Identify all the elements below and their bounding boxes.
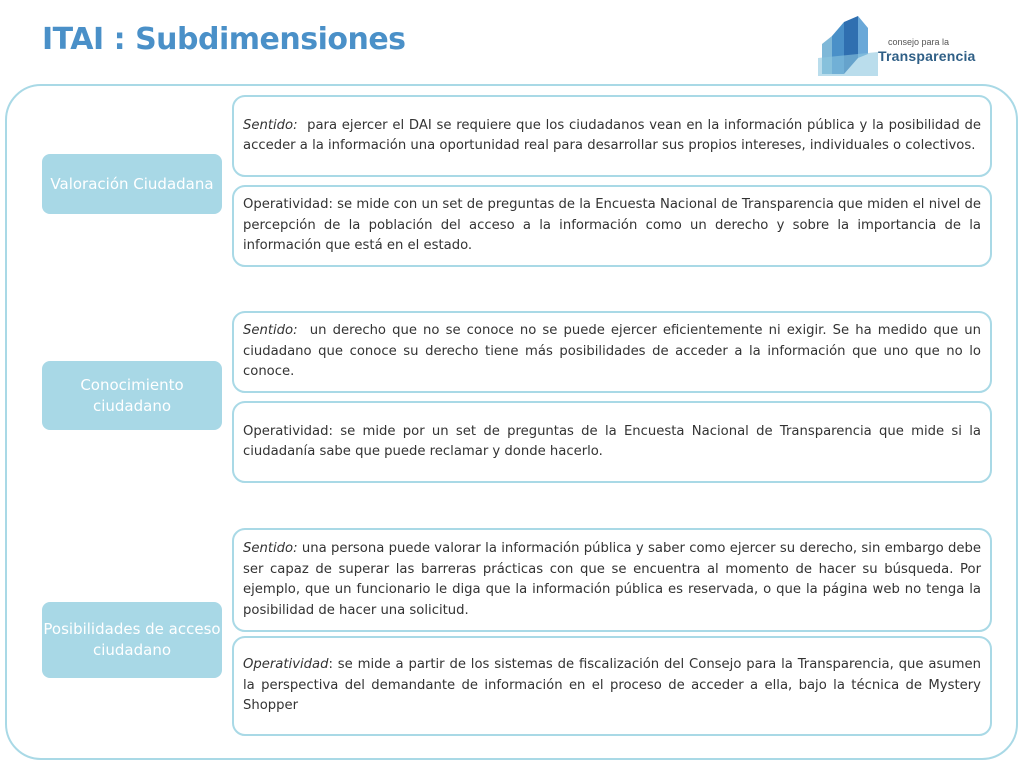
- sentido-key: Sentido:: [243, 541, 298, 556]
- operatividad-text: Operatividad: se mide con un set de preguntas de la Encuesta Nacional de Transparencia que miden el nivel de percepción de la población del acceso a la información como un derecho y sobre la importancia de la información que está en el estado.: [243, 197, 981, 254]
- operatividad-box-3: [232, 636, 992, 736]
- operatividad-box-1: [232, 185, 992, 267]
- sentido-box-3: [232, 528, 992, 632]
- logo: [818, 14, 994, 76]
- operatividad-text: Operatividad: se mide por un set de preguntas de la Encuesta Nacional de Transparencia que mide si la ciudadanía sabe que puede reclamar y donde hacerlo.: [243, 423, 981, 459]
- label-conocimiento-ciudadano: Conocimiento ciudadano: [42, 361, 222, 430]
- label-posibilidades-acceso: Posibilidades de acceso ciudadano: [42, 602, 222, 678]
- sentido-text: un derecho que no se conoce no se puede ejercer eficientemente ni exigir. Se ha medido que un ciudadano que conoce su derecho tiene más posibilidades de acceder a la información que uno que no lo conoce.: [243, 323, 986, 380]
- logo-big-text: Transparencia: [878, 48, 976, 64]
- label-valoracion-ciudadana: Valoración Ciudadana: [42, 154, 222, 214]
- sentido-key: Sentido:: [243, 323, 298, 339]
- operatividad-box-2: [232, 401, 992, 483]
- page-title: ITAI : Subdimensiones: [42, 22, 406, 57]
- sentido-text: para ejercer el DAI se requiere que los ciudadanos vean en la información pública y la posibilidad de acceder a la información una oportunidad real para desarrollar sus propios intereses, individuales o colectivos.: [243, 117, 986, 153]
- logo-small-text: consejo para la: [888, 37, 950, 47]
- operatividad-text: : se mide a partir de los sistemas de fiscalización del Consejo para la Transparencia, que asumen la perspectiva del demandante de información en el proceso de acceder a ella, bajo la técnica de Mystery Shopper: [243, 657, 981, 714]
- operatividad-key: Operatividad: [243, 657, 329, 673]
- sentido-key: Sentido:: [243, 117, 298, 133]
- sentido-text: una persona puede valorar la información pública y saber como ejercer su derecho, sin embargo debe ser capaz de superar las barreras prácticas con que se encuentra al momento de hacer su búsqueda. Por ejemplo, que un funcionario le diga que la información pública es reservada, o que la página web no tenga la posibilidad de hacer una solicitud.: [243, 541, 986, 618]
- sentido-box-2: [232, 311, 992, 393]
- sentido-box-1: [232, 95, 992, 177]
